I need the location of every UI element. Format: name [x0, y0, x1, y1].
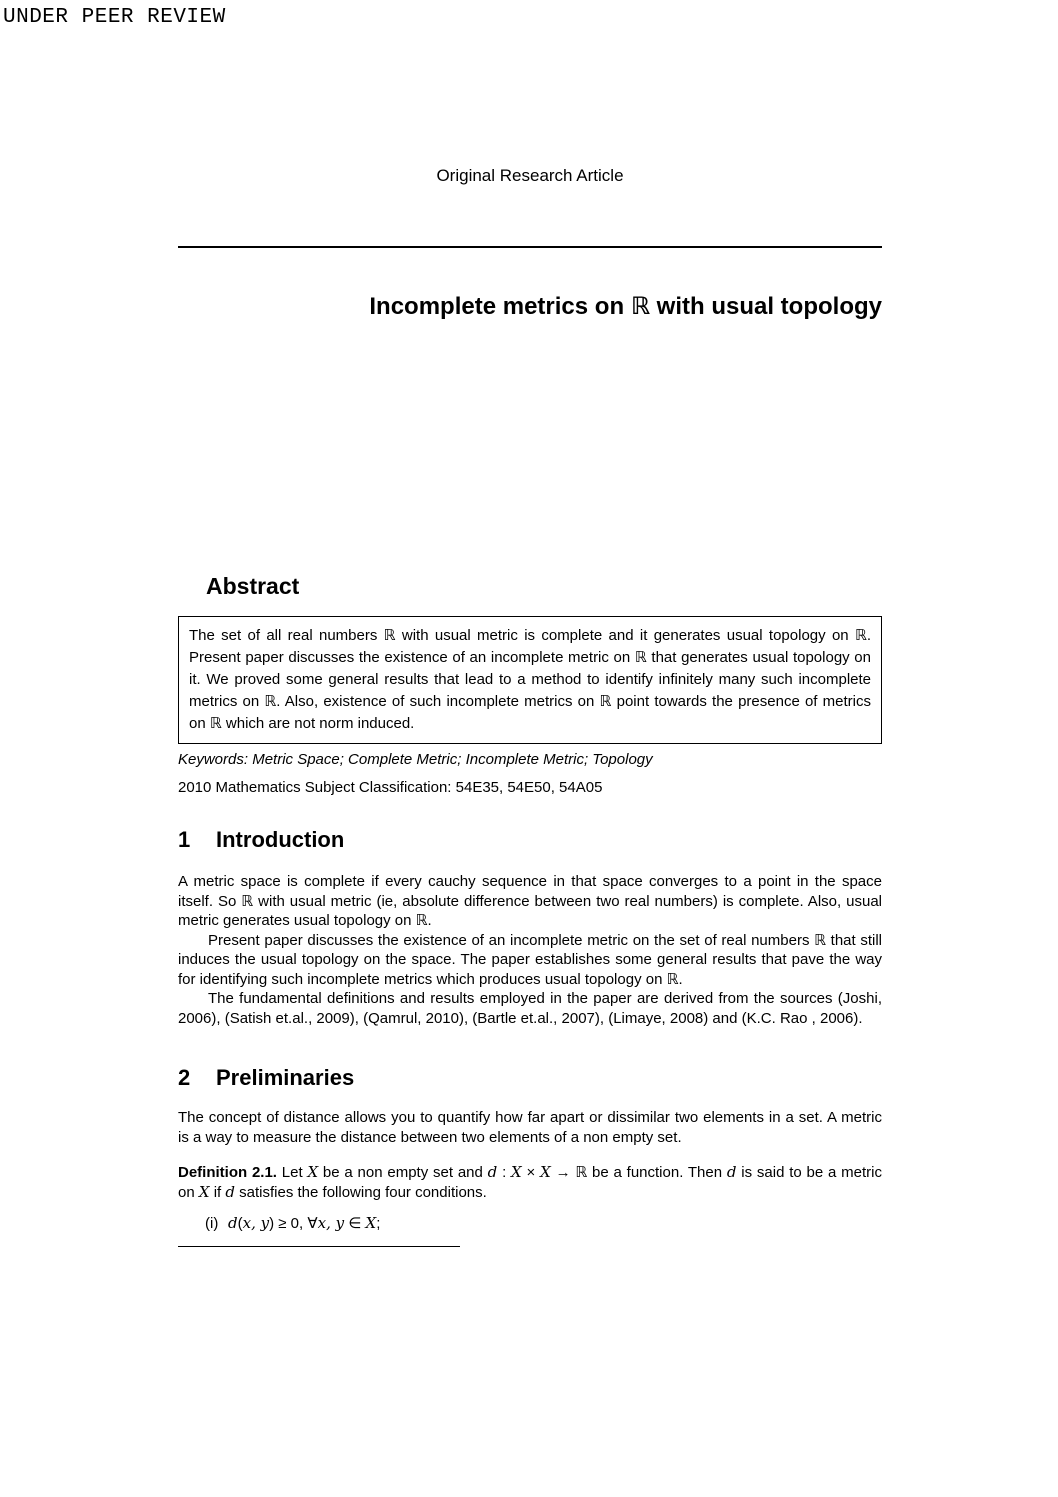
- introduction-paragraph-1: A metric space is complete if every cauchy sequence in that space converges to a point in the space itself. So ℝ with usual metric (ie, absolute difference between two real numbers) is complete. Also, usual metric generates usual topology on ℝ.: [178, 873, 882, 929]
- section-heading-introduction: [178, 826, 882, 854]
- abstract-text: The set of all real numbers ℝ with usual metric is complete and it generates usual topology on ℝ. Present paper discusses the existence of an incomplete metric on ℝ that generates usual topology on it. We proved some general results that lead to a method to identify infinitely many such incomplete metrics on ℝ. Also, existence of such incomplete metrics on ℝ point towards the presence of metrics on ℝ which are not norm induced.: [189, 627, 871, 732]
- page-content: [178, 0, 882, 1247]
- condition-i-label: (i): [205, 1215, 219, 1232]
- abstract-heading: Abstract: [206, 573, 300, 599]
- section-number: 1: [178, 827, 191, 852]
- section-number: 2: [178, 1065, 191, 1090]
- abstract-box: [178, 616, 882, 744]
- section-heading-preliminaries: [178, 1064, 882, 1092]
- condition-i-text: d(x, y) ≥ 0, ∀x, y ∈ X;: [228, 1214, 381, 1232]
- footnote-rule: [178, 1246, 460, 1247]
- article-type-label: Original Research Article: [436, 166, 624, 185]
- introduction-paragraph-2: Present paper discusses the existence of an incomplete metric on the set of real numbers ℝ that still induces the usual topology on the space. The paper establishes some general results that pave the way for identifying such incomplete metrics which produces usual topology on ℝ.: [178, 931, 882, 988]
- section-title: Introduction: [216, 827, 345, 852]
- section-title: Preliminaries: [216, 1065, 355, 1090]
- introduction-paragraph-3: The fundamental definitions and results employed in the paper are derived from the sources (Joshi, 2006), (Satish et.al., 2009), (Qamrul, 2010), (Bartle et.al., 2007), (Limaye, 2008) and (K.C. Rao , 2006).: [178, 990, 882, 1027]
- keywords-line: Keywords: Metric Space; Complete Metric; Incomplete Metric; Topology: [178, 751, 653, 768]
- title-rule: [178, 246, 882, 248]
- preliminaries-paragraph-1: The concept of distance allows you to quantify how far apart or dissimilar two elements in a set. A metric is a way to measure the distance between two elements of a non empty set.: [178, 1109, 882, 1146]
- condition-i: [205, 1213, 882, 1234]
- definition-2-1: Definition 2.1. Let X be a non empty set and d : X × X → ℝ be a function. Then d is said to be a metric on X if d satisfies the following four conditions.: [178, 1163, 882, 1201]
- peer-review-watermark: UNDER PEER REVIEW: [3, 6, 226, 29]
- msc-line: 2010 Mathematics Subject Classification: 54E35, 54E50, 54A05: [178, 779, 603, 796]
- paper-title: Incomplete metrics on ℝ with usual topology: [369, 293, 882, 320]
